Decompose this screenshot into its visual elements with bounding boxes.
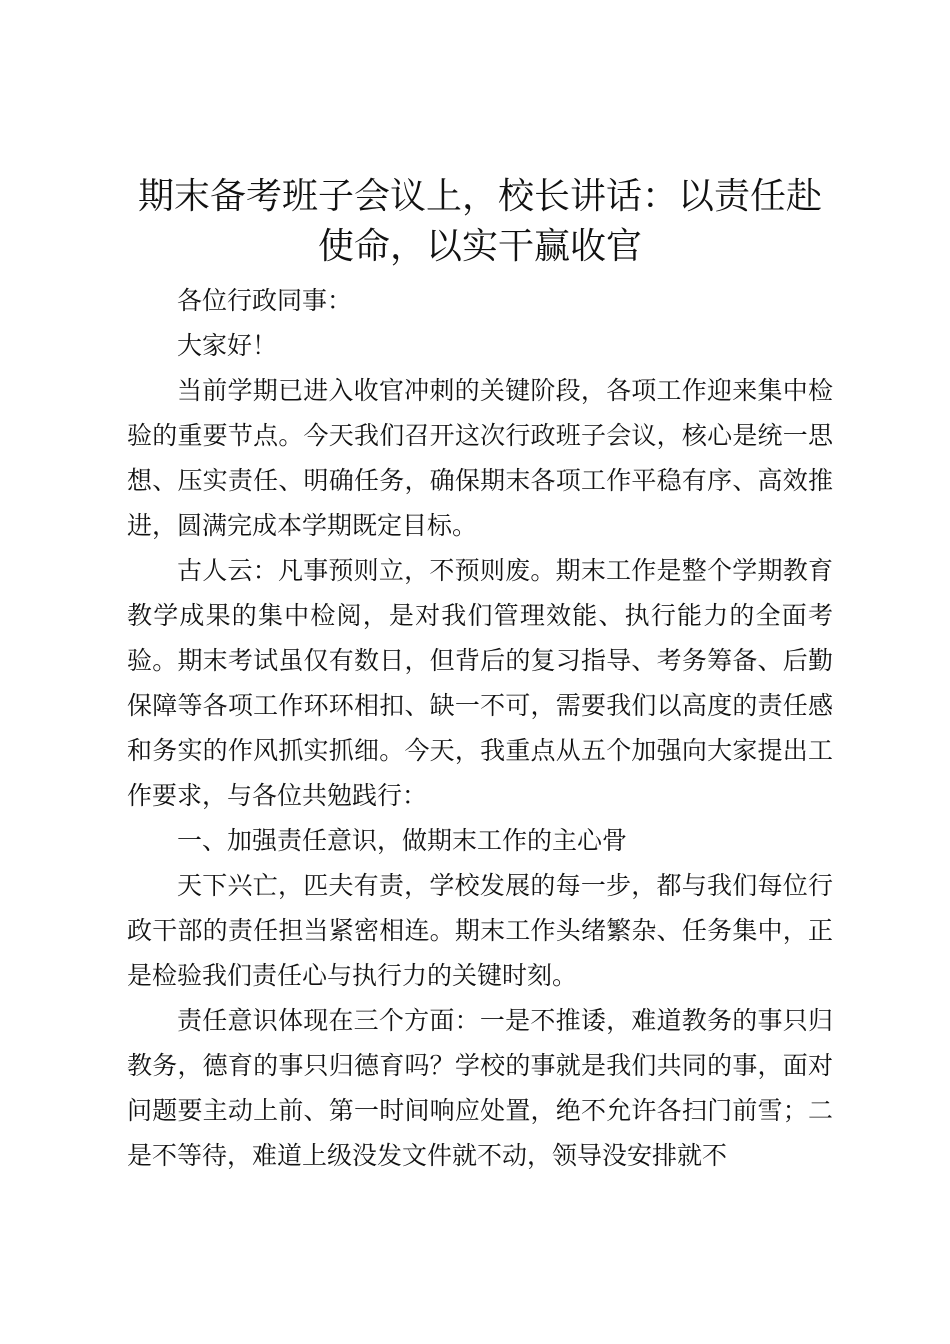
- section-heading-1: 一、加强责任意识，做期末工作的主心骨: [177, 826, 628, 855]
- document-page: [127, 172, 833, 1178]
- document-title: 期末备考班子会议上，校长讲话：以责任赴使命，以实干赢收官: [137, 176, 822, 267]
- paragraph-section-1-detail: 责任意识体现在三个方面：一是不推诿，难道教务的事只归教务，德育的事只归德育吗？学校的事就是我们共同的事，面对问题要主动上前、第一时间响应处置，绝不允许各扫门前雪；二是不等待，难道上级没发文件就不动，领导没安排就不: [127, 1006, 833, 1170]
- paragraph-context: 古人云：凡事预则立，不预则废。期末工作是整个学期教育教学成果的集中检阅，是对我们管理效能、执行能力的全面考验。期末考试虽仅有数日，但背后的复习指导、考务筹备、后勤保障等各项工作环环相扣、缺一不可，需要我们以高度的责任感和务实的作风抓实抓细。今天，我重点从五个加强向大家提出工作要求，与各位共勉践行：: [127, 556, 833, 810]
- paragraph-salutation: 各位行政同事：: [177, 286, 353, 315]
- paragraph-greeting: 大家好！: [177, 331, 278, 360]
- paragraph-section-1-intro: 天下兴亡，匹夫有责，学校发展的每一步，都与我们每位行政干部的责任担当紧密相连。期末工作头绪繁杂、任务集中，正是检验我们责任心与执行力的关键时刻。: [127, 871, 833, 990]
- paragraph-intro: 当前学期已进入收官冲刺的关键阶段，各项工作迎来集中检验的重要节点。今天我们召开这次行政班子会议，核心是统一思想、压实责任、明确任务，确保期末各项工作平稳有序、高效推进，圆满完成本学期既定目标。: [127, 376, 833, 540]
